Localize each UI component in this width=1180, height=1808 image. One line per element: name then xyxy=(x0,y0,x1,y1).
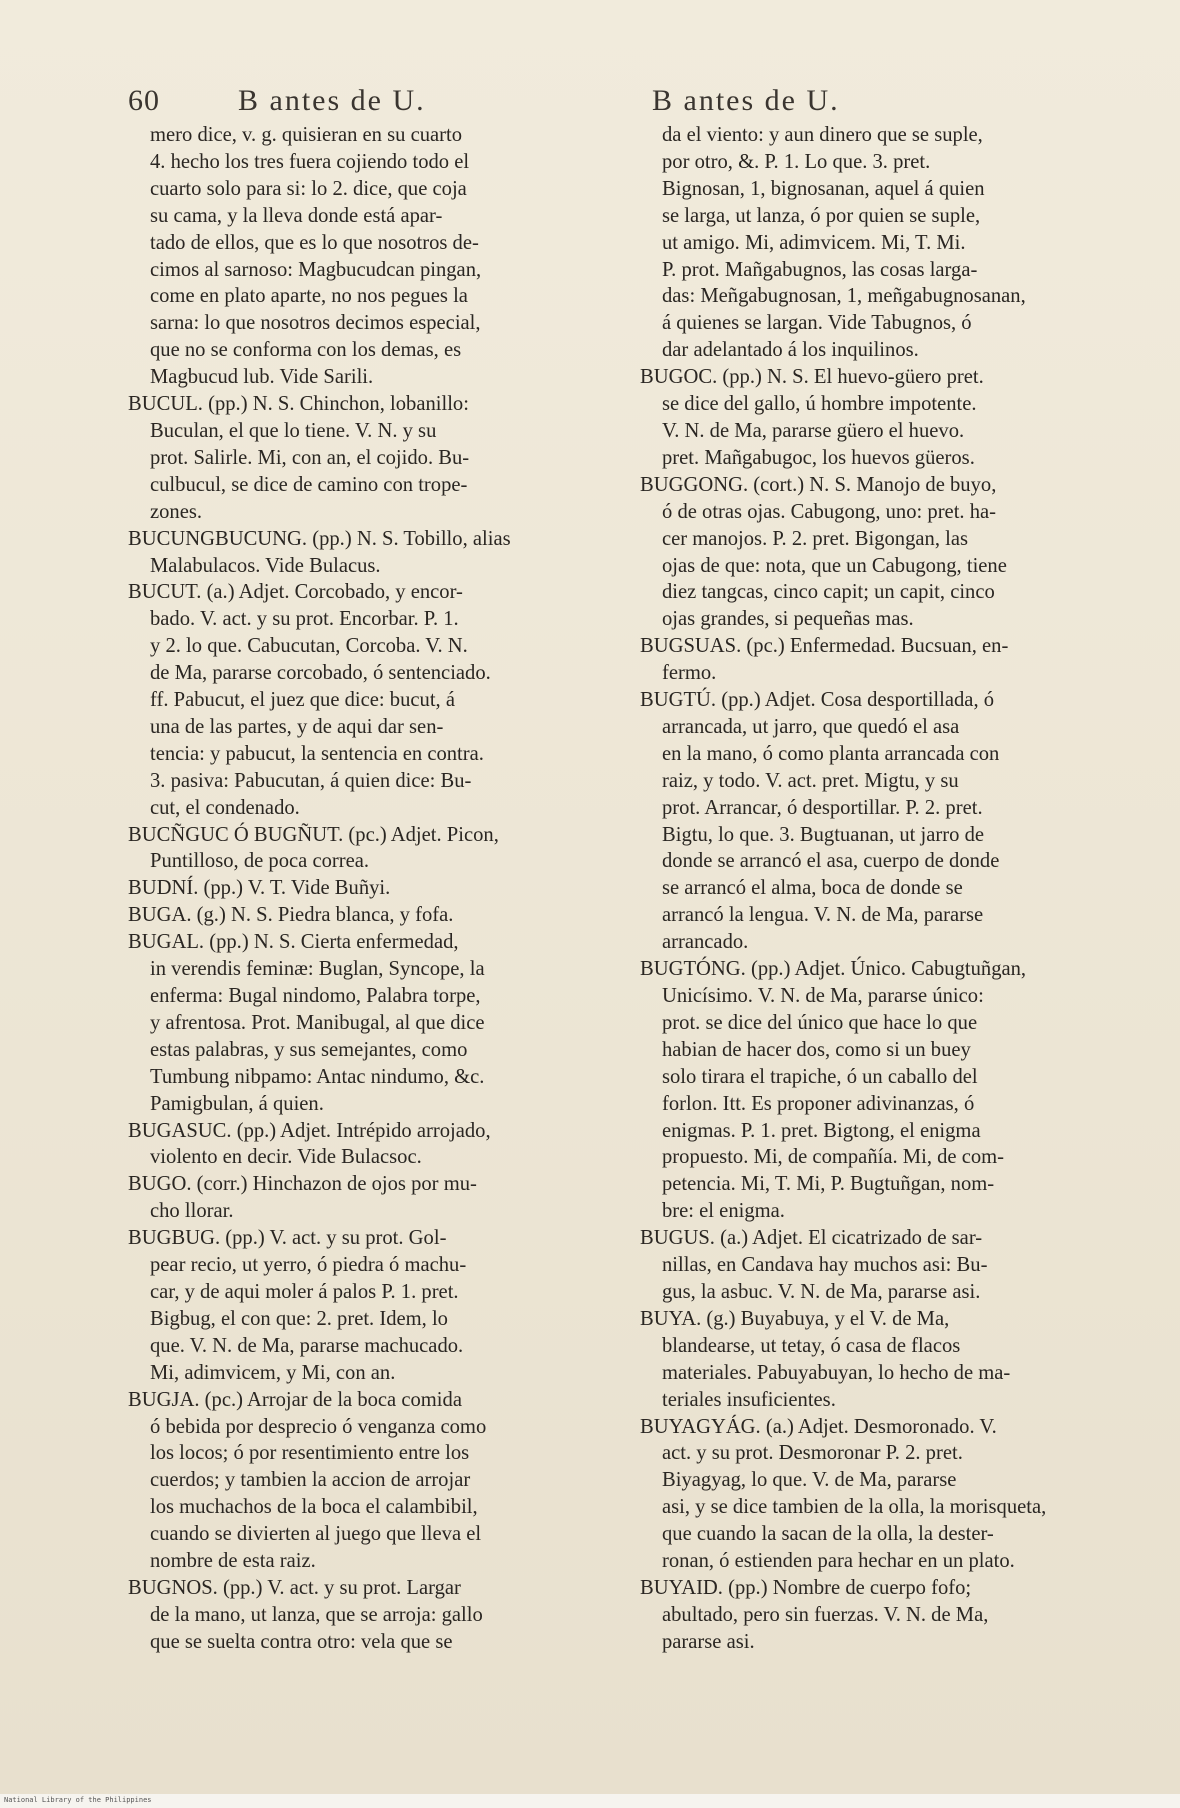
text-line: bre: el enigma. xyxy=(662,1200,785,1223)
text-line: mero dice, v. g. quisieran en su cuarto xyxy=(150,124,463,146)
text-line: propuesto. Mi, de compañía. Mi, de com- xyxy=(662,1146,1005,1169)
text-line: y afrentosa. Prot. Manibugal, al que dice xyxy=(150,1011,485,1034)
text-line: BUGTÚ. (pp.) Adjet. Cosa desportillada, ó xyxy=(640,689,995,712)
text-line: pararse asi. xyxy=(662,1630,755,1653)
text-line: á quienes se largan. Vide Tabugnos, ó xyxy=(662,312,972,335)
text-line: BUCÑGUC Ó BUGÑUT. (pc.) Adjet. Picon, xyxy=(128,823,499,846)
left-column-text xyxy=(128,122,580,1656)
text-line: diez tangcas, cinco capit; un capit, cinco xyxy=(662,581,995,604)
text-line: tencia: y pabucut, la sentencia en contra. xyxy=(150,742,484,765)
text-line: enferma: Bugal nindomo, Palabra torpe, xyxy=(150,985,481,1007)
page-number: 60 xyxy=(128,84,160,117)
text-line: materiales. Pabuyabuyan, lo hecho de ma- xyxy=(662,1361,1011,1384)
text-line: pret. Mañgabugoc, los huevos güeros. xyxy=(662,446,975,469)
text-line: abultado, pero sin fuerzas. V. N. de Ma, xyxy=(662,1603,989,1626)
text-line: Puntilloso, de poca correa. xyxy=(150,850,370,873)
text-line: das: Meñgabugnosan, 1, meñgabugnosanan, xyxy=(662,285,1026,308)
text-line: y 2. lo que. Cabucutan, Corcoba. V. N. xyxy=(150,635,468,658)
text-line: BUGTÓNG. (pp.) Adjet. Único. Cabugtuñgan, xyxy=(640,958,1027,981)
text-line: prot. Salirle. Mi, con an, el cojido. Bu- xyxy=(150,446,470,469)
text-line: 3. pasiva: Pabucutan, á quien dice: Bu- xyxy=(150,769,472,792)
text-line: cho llorar. xyxy=(150,1200,234,1223)
text-line: zones. xyxy=(150,500,203,523)
text-line: ojas de que: nota, que un Cabugong, tiene xyxy=(662,554,1007,577)
text-line: BUYAID. (pp.) Nombre de cuerpo fofo; xyxy=(640,1576,972,1599)
text-line: bado. V. act. y su prot. Encorbar. P. 1. xyxy=(150,608,459,631)
text-line: P. prot. Mañgabugnos, las cosas larga- xyxy=(662,258,978,281)
text-line: ff. Pabucut, el juez que dice: bucut, á xyxy=(150,689,455,712)
text-line: Mi, adimvicem, y Mi, con an. xyxy=(150,1361,396,1384)
text-line: BUGOC. (pp.) N. S. El huevo-güero pret. xyxy=(640,366,984,389)
text-line: estas palabras, y sus semejantes, como xyxy=(150,1038,468,1061)
text-line: BUCUNGBUCUNG. (pp.) N. S. Tobillo, alias xyxy=(128,527,511,550)
text-line: enigmas. P. 1. pret. Bigtong, el enigma xyxy=(662,1119,981,1142)
text-line: Unicísimo. V. N. de Ma, pararse único: xyxy=(662,985,984,1007)
left-page-header xyxy=(128,84,580,120)
text-line: nombre de esta raiz. xyxy=(150,1550,316,1573)
text-line: Pamigbulan, á quien. xyxy=(150,1092,324,1115)
text-line: en la mano, ó como planta arrancada con xyxy=(662,742,1000,765)
text-line: tado de ellos, que es lo que nosotros de- xyxy=(150,231,479,254)
text-line: car, y de aqui moler á palos P. 1. pret. xyxy=(150,1280,459,1303)
right-column-text xyxy=(640,122,1102,1656)
text-line: los muchachos de la boca el calambibil, xyxy=(150,1496,478,1519)
text-line: sarna: lo que nosotros decimos especial, xyxy=(150,312,481,335)
text-line: BUDNÍ. (pp.) V. T. Vide Buñyi. xyxy=(128,877,391,900)
text-line: Bigtu, lo que. 3. Bugtuanan, ut jarro de xyxy=(662,823,985,846)
text-line: Buculan, el que lo tiene. V. N. y su xyxy=(150,419,437,442)
text-line: se larga, ut lanza, ó por quien se suple, xyxy=(662,204,981,227)
text-line: cimos al sarnoso: Magbucudcan pingan, xyxy=(150,258,482,281)
text-line: 4. hecho los tres fuera cojiendo todo el xyxy=(150,150,470,173)
text-line: BUCUL. (pp.) N. S. Chinchon, lobanillo: xyxy=(128,393,469,416)
text-line: Biyagyag, lo que. V. de Ma, pararse xyxy=(662,1469,957,1492)
library-credit: National Library of the Philippines xyxy=(4,1796,152,1804)
text-line: BUGNOS. (pp.) V. act. y su prot. Largar xyxy=(128,1576,461,1599)
text-line: BUYAGYÁG. (a.) Adjet. Desmoronado. V. xyxy=(640,1415,997,1438)
text-line: arrancada, ut jarro, que quedó el asa xyxy=(662,715,960,738)
text-line: BUGA. (g.) N. S. Piedra blanca, y fofa. xyxy=(128,904,454,927)
text-line: BUGJA. (pc.) Arrojar de la boca comida xyxy=(128,1388,462,1411)
text-line: come en plato aparte, no nos pegues la xyxy=(150,285,468,308)
text-line: ronan, ó estienden para hechar en un plato. xyxy=(662,1550,1015,1573)
text-line: dar adelantado á los inquilinos. xyxy=(662,339,919,362)
text-line: gus, la asbuc. V. N. de Ma, pararse asi. xyxy=(662,1280,981,1303)
text-line: arrancó la lengua. V. N. de Ma, pararse xyxy=(662,904,984,927)
text-line: se arrancó el alma, boca de donde se xyxy=(662,877,963,900)
text-line: ojas grandes, si pequeñas mas. xyxy=(662,608,914,631)
text-line: da el viento: y aun dinero que se suple, xyxy=(662,124,983,146)
text-line: ut amigo. Mi, adimvicem. Mi, T. Mi. xyxy=(662,231,966,254)
text-line: de la mano, ut lanza, que se arroja: gallo xyxy=(150,1603,483,1626)
text-line: que no se conforma con los demas, es xyxy=(150,339,462,362)
text-line: culbucul, se dice de camino con trope- xyxy=(150,473,468,496)
text-line: se dice del gallo, ú hombre impotente. xyxy=(662,393,977,416)
text-line: que cuando la sacan de la olla, la dester- xyxy=(662,1523,994,1546)
text-line: ó bebida por desprecio ó venganza como xyxy=(150,1415,487,1438)
text-line: que se suelta contra otro: vela que se xyxy=(150,1630,453,1653)
text-line: act. y su prot. Desmoronar P. 2. pret. xyxy=(662,1442,963,1465)
text-line: teriales insuficientes. xyxy=(662,1388,836,1411)
text-line: blandearse, ut tetay, ó casa de flacos xyxy=(662,1334,961,1357)
text-line: prot. Arrancar, ó desportillar. P. 2. pret. xyxy=(662,796,983,819)
right-page-header xyxy=(640,84,1102,120)
text-line: BUGSUAS. (pc.) Enfermedad. Bucsuan, en- xyxy=(640,635,1009,658)
running-title-left: B antes de U. xyxy=(238,84,426,117)
text-line: que. V. N. de Ma, pararse machucado. xyxy=(150,1334,464,1357)
text-line: BUGBUG. (pp.) V. act. y su prot. Gol- xyxy=(128,1227,447,1250)
text-line: BUGASUC. (pp.) Adjet. Intrépido arrojado, xyxy=(128,1119,491,1142)
running-title-right: B antes de U. xyxy=(652,84,840,117)
text-line: nillas, en Candava hay muchos asi: Bu- xyxy=(662,1254,988,1277)
text-line: raiz, y todo. V. act. pret. Migtu, y su xyxy=(662,769,959,792)
text-line: cut, el condenado. xyxy=(150,796,300,819)
left-column xyxy=(128,84,580,1656)
text-line: Malabulacos. Vide Bulacus. xyxy=(150,554,381,577)
text-line: los locos; ó por resentimiento entre los xyxy=(150,1442,470,1465)
text-line: Magbucud lub. Vide Sarili. xyxy=(150,366,374,389)
text-line: BUGAL. (pp.) N. S. Cierta enfermedad, xyxy=(128,931,459,954)
text-line: arrancado. xyxy=(662,931,749,954)
text-line: forlon. Itt. Es proponer adivinanzas, ó xyxy=(662,1092,975,1115)
text-line: cuerdos; y tambien la accion de arrojar xyxy=(150,1469,471,1492)
text-line: una de las partes, y de aqui dar sen- xyxy=(150,715,444,738)
text-line: cuando se divierten al juego que lleva el xyxy=(150,1523,482,1546)
text-line: su cama, y la lleva donde está apar- xyxy=(150,204,443,227)
text-line: BUCUT. (a.) Adjet. Corcobado, y encor- xyxy=(128,581,463,604)
text-line: BUGO. (corr.) Hinchazon de ojos por mu- xyxy=(128,1173,477,1196)
text-line: BUGGONG. (cort.) N. S. Manojo de buyo, xyxy=(640,473,997,496)
text-line: Bigbug, el con que: 2. pret. Idem, lo xyxy=(150,1307,448,1330)
text-line: BUGUS. (a.) Adjet. El cicatrizado de sar- xyxy=(640,1227,983,1250)
right-column xyxy=(640,84,1102,1656)
text-line: pear recio, ut yerro, ó piedra ó machu- xyxy=(150,1254,467,1277)
text-line: de Ma, pararse corcobado, ó sentenciado. xyxy=(150,662,491,685)
text-line: cer manojos. P. 2. pret. Bigongan, las xyxy=(662,527,968,550)
text-line: Tumbung nibpamo: Antac nindumo, &c. xyxy=(150,1065,485,1088)
text-line: donde se arrancó el asa, cuerpo de donde xyxy=(662,850,1000,873)
text-line: solo tirara el trapiche, ó un caballo del xyxy=(662,1065,978,1088)
text-line: violento en decir. Vide Bulacsoc. xyxy=(150,1146,422,1169)
text-line: V. N. de Ma, pararse güero el huevo. xyxy=(662,419,965,442)
text-line: petencia. Mi, T. Mi, P. Bugtuñgan, nom- xyxy=(662,1173,995,1196)
text-line: in verendis feminæ: Buglan, Syncope, la xyxy=(150,958,485,981)
text-line: BUYA. (g.) Buyabuya, y el V. de Ma, xyxy=(640,1307,950,1330)
text-line: habian de hacer dos, como si un buey xyxy=(662,1038,971,1061)
text-line: ó de otras ojas. Cabugong, uno: pret. ha- xyxy=(662,500,997,523)
text-line: asi, y se dice tambien de la olla, la morisqueta, xyxy=(662,1496,1047,1519)
text-line: Bignosan, 1, bignosanan, aquel á quien xyxy=(662,177,985,200)
text-line: fermo. xyxy=(662,662,717,685)
text-line: prot. se dice del único que hace lo que xyxy=(662,1011,978,1034)
text-line: cuarto solo para si: lo 2. dice, que coja xyxy=(150,177,467,200)
text-line: por otro, &. P. 1. Lo que. 3. pret. xyxy=(662,150,931,173)
